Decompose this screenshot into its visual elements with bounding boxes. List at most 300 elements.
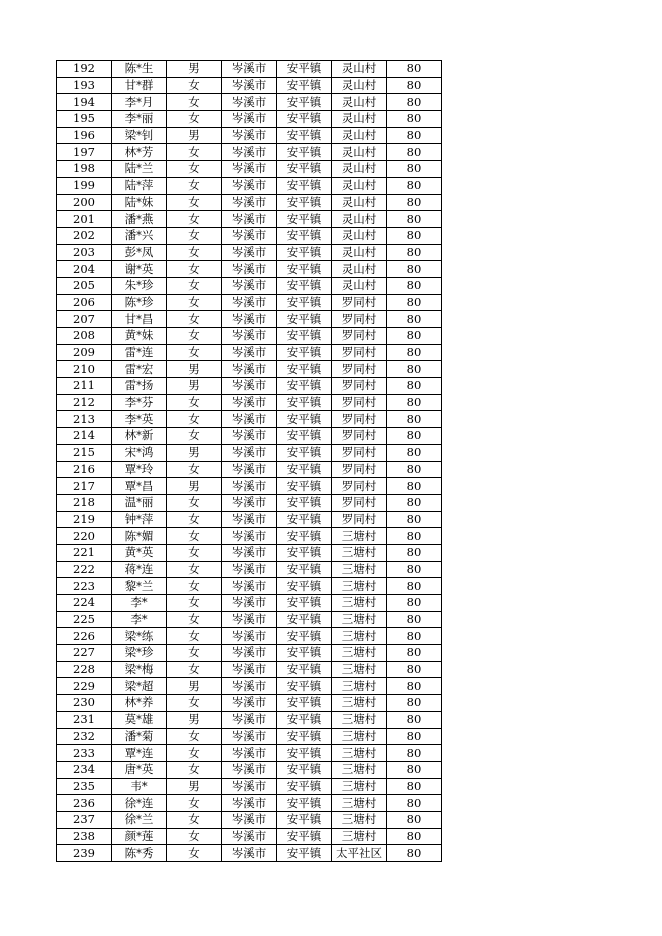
city-cell[interactable]: 岑溪市 <box>222 745 277 762</box>
town-cell[interactable]: 安平镇 <box>277 461 332 478</box>
amount-cell[interactable]: 80 <box>387 778 442 795</box>
city-cell[interactable]: 岑溪市 <box>222 578 277 595</box>
city-cell[interactable]: 岑溪市 <box>222 628 277 645</box>
city-cell[interactable]: 岑溪市 <box>222 411 277 428</box>
amount-cell[interactable]: 80 <box>387 561 442 578</box>
row-number-cell[interactable]: 234 <box>57 761 112 778</box>
row-number-cell[interactable]: 210 <box>57 361 112 378</box>
city-cell[interactable]: 岑溪市 <box>222 678 277 695</box>
amount-cell[interactable]: 80 <box>387 795 442 812</box>
row-number-cell[interactable]: 213 <box>57 411 112 428</box>
town-cell[interactable]: 安平镇 <box>277 227 332 244</box>
town-cell[interactable]: 安平镇 <box>277 778 332 795</box>
name-cell[interactable]: 甘*群 <box>112 77 167 94</box>
amount-cell[interactable]: 80 <box>387 144 442 161</box>
city-cell[interactable]: 岑溪市 <box>222 61 277 78</box>
town-cell[interactable]: 安平镇 <box>277 378 332 395</box>
town-cell[interactable]: 安平镇 <box>277 645 332 662</box>
city-cell[interactable]: 岑溪市 <box>222 795 277 812</box>
city-cell[interactable]: 岑溪市 <box>222 444 277 461</box>
row-number-cell[interactable]: 199 <box>57 177 112 194</box>
amount-cell[interactable]: 80 <box>387 127 442 144</box>
amount-cell[interactable]: 80 <box>387 428 442 445</box>
town-cell[interactable]: 安平镇 <box>277 261 332 278</box>
city-cell[interactable]: 岑溪市 <box>222 144 277 161</box>
name-cell[interactable]: 覃*昌 <box>112 478 167 495</box>
village-cell[interactable]: 灵山村 <box>332 144 387 161</box>
village-cell[interactable]: 灵山村 <box>332 161 387 178</box>
town-cell[interactable]: 安平镇 <box>277 244 332 261</box>
sex-cell[interactable]: 女 <box>167 328 222 345</box>
name-cell[interactable]: 李* <box>112 611 167 628</box>
name-cell[interactable]: 潘*兴 <box>112 227 167 244</box>
town-cell[interactable]: 安平镇 <box>277 578 332 595</box>
amount-cell[interactable]: 80 <box>387 728 442 745</box>
row-number-cell[interactable]: 235 <box>57 778 112 795</box>
amount-cell[interactable]: 80 <box>387 845 442 862</box>
name-cell[interactable]: 陈*秀 <box>112 845 167 862</box>
sex-cell[interactable]: 男 <box>167 478 222 495</box>
town-cell[interactable]: 安平镇 <box>277 494 332 511</box>
sex-cell[interactable]: 女 <box>167 177 222 194</box>
name-cell[interactable]: 潘*燕 <box>112 211 167 228</box>
row-number-cell[interactable]: 203 <box>57 244 112 261</box>
name-cell[interactable]: 雷*连 <box>112 344 167 361</box>
village-cell[interactable]: 三塘村 <box>332 711 387 728</box>
amount-cell[interactable]: 80 <box>387 194 442 211</box>
city-cell[interactable]: 岑溪市 <box>222 728 277 745</box>
village-cell[interactable]: 三塘村 <box>332 611 387 628</box>
sex-cell[interactable]: 女 <box>167 277 222 294</box>
sex-cell[interactable]: 女 <box>167 211 222 228</box>
sex-cell[interactable]: 女 <box>167 695 222 712</box>
amount-cell[interactable]: 80 <box>387 628 442 645</box>
village-cell[interactable]: 灵山村 <box>332 261 387 278</box>
sex-cell[interactable]: 女 <box>167 144 222 161</box>
village-cell[interactable]: 三塘村 <box>332 778 387 795</box>
town-cell[interactable]: 安平镇 <box>277 728 332 745</box>
sex-cell[interactable]: 女 <box>167 628 222 645</box>
row-number-cell[interactable]: 217 <box>57 478 112 495</box>
city-cell[interactable]: 岑溪市 <box>222 595 277 612</box>
name-cell[interactable]: 潘*菊 <box>112 728 167 745</box>
city-cell[interactable]: 岑溪市 <box>222 494 277 511</box>
village-cell[interactable]: 罗同村 <box>332 494 387 511</box>
city-cell[interactable]: 岑溪市 <box>222 761 277 778</box>
town-cell[interactable]: 安平镇 <box>277 661 332 678</box>
amount-cell[interactable]: 80 <box>387 94 442 111</box>
amount-cell[interactable]: 80 <box>387 161 442 178</box>
name-cell[interactable]: 黄*妹 <box>112 328 167 345</box>
name-cell[interactable]: 陆*兰 <box>112 161 167 178</box>
village-cell[interactable]: 三塘村 <box>332 745 387 762</box>
town-cell[interactable]: 安平镇 <box>277 94 332 111</box>
city-cell[interactable]: 岑溪市 <box>222 244 277 261</box>
amount-cell[interactable]: 80 <box>387 244 442 261</box>
village-cell[interactable]: 罗同村 <box>332 478 387 495</box>
name-cell[interactable]: 林*芳 <box>112 144 167 161</box>
amount-cell[interactable]: 80 <box>387 361 442 378</box>
sex-cell[interactable]: 女 <box>167 244 222 261</box>
village-cell[interactable]: 罗同村 <box>332 428 387 445</box>
amount-cell[interactable]: 80 <box>387 595 442 612</box>
row-number-cell[interactable]: 206 <box>57 294 112 311</box>
village-cell[interactable]: 灵山村 <box>332 127 387 144</box>
sex-cell[interactable]: 男 <box>167 678 222 695</box>
amount-cell[interactable]: 80 <box>387 394 442 411</box>
city-cell[interactable]: 岑溪市 <box>222 611 277 628</box>
sex-cell[interactable]: 男 <box>167 711 222 728</box>
row-number-cell[interactable]: 224 <box>57 595 112 612</box>
city-cell[interactable]: 岑溪市 <box>222 511 277 528</box>
row-number-cell[interactable]: 194 <box>57 94 112 111</box>
row-number-cell[interactable]: 219 <box>57 511 112 528</box>
name-cell[interactable]: 梁*梅 <box>112 661 167 678</box>
sex-cell[interactable]: 女 <box>167 77 222 94</box>
amount-cell[interactable]: 80 <box>387 528 442 545</box>
row-number-cell[interactable]: 216 <box>57 461 112 478</box>
city-cell[interactable]: 岑溪市 <box>222 428 277 445</box>
town-cell[interactable]: 安平镇 <box>277 428 332 445</box>
row-number-cell[interactable]: 239 <box>57 845 112 862</box>
sex-cell[interactable]: 女 <box>167 761 222 778</box>
row-number-cell[interactable]: 226 <box>57 628 112 645</box>
row-number-cell[interactable]: 237 <box>57 811 112 828</box>
row-number-cell[interactable]: 198 <box>57 161 112 178</box>
row-number-cell[interactable]: 221 <box>57 544 112 561</box>
row-number-cell[interactable]: 227 <box>57 645 112 662</box>
town-cell[interactable]: 安平镇 <box>277 194 332 211</box>
name-cell[interactable]: 甘*昌 <box>112 311 167 328</box>
city-cell[interactable]: 岑溪市 <box>222 544 277 561</box>
village-cell[interactable]: 三塘村 <box>332 828 387 845</box>
name-cell[interactable]: 梁*珍 <box>112 645 167 662</box>
town-cell[interactable]: 安平镇 <box>277 294 332 311</box>
village-cell[interactable]: 灵山村 <box>332 244 387 261</box>
name-cell[interactable]: 陈*珍 <box>112 294 167 311</box>
sex-cell[interactable]: 男 <box>167 361 222 378</box>
row-number-cell[interactable]: 223 <box>57 578 112 595</box>
sex-cell[interactable]: 女 <box>167 595 222 612</box>
amount-cell[interactable]: 80 <box>387 411 442 428</box>
town-cell[interactable]: 安平镇 <box>277 161 332 178</box>
row-number-cell[interactable]: 232 <box>57 728 112 745</box>
row-number-cell[interactable]: 225 <box>57 611 112 628</box>
sex-cell[interactable]: 女 <box>167 227 222 244</box>
sex-cell[interactable]: 女 <box>167 511 222 528</box>
name-cell[interactable]: 李* <box>112 595 167 612</box>
name-cell[interactable]: 黄*英 <box>112 544 167 561</box>
city-cell[interactable]: 岑溪市 <box>222 661 277 678</box>
village-cell[interactable]: 三塘村 <box>332 645 387 662</box>
town-cell[interactable]: 安平镇 <box>277 611 332 628</box>
village-cell[interactable]: 灵山村 <box>332 61 387 78</box>
village-cell[interactable]: 三塘村 <box>332 595 387 612</box>
row-number-cell[interactable]: 195 <box>57 111 112 128</box>
town-cell[interactable]: 安平镇 <box>277 328 332 345</box>
city-cell[interactable]: 岑溪市 <box>222 111 277 128</box>
sex-cell[interactable]: 女 <box>167 745 222 762</box>
village-cell[interactable]: 三塘村 <box>332 728 387 745</box>
city-cell[interactable]: 岑溪市 <box>222 811 277 828</box>
amount-cell[interactable]: 80 <box>387 645 442 662</box>
town-cell[interactable]: 安平镇 <box>277 344 332 361</box>
amount-cell[interactable]: 80 <box>387 745 442 762</box>
village-cell[interactable]: 罗同村 <box>332 378 387 395</box>
city-cell[interactable]: 岑溪市 <box>222 695 277 712</box>
amount-cell[interactable]: 80 <box>387 611 442 628</box>
row-number-cell[interactable]: 207 <box>57 311 112 328</box>
amount-cell[interactable]: 80 <box>387 494 442 511</box>
amount-cell[interactable]: 80 <box>387 77 442 94</box>
city-cell[interactable]: 岑溪市 <box>222 561 277 578</box>
name-cell[interactable]: 林*养 <box>112 695 167 712</box>
village-cell[interactable]: 罗同村 <box>332 344 387 361</box>
town-cell[interactable]: 安平镇 <box>277 111 332 128</box>
amount-cell[interactable]: 80 <box>387 811 442 828</box>
name-cell[interactable]: 覃*连 <box>112 745 167 762</box>
amount-cell[interactable]: 80 <box>387 177 442 194</box>
city-cell[interactable]: 岑溪市 <box>222 344 277 361</box>
village-cell[interactable]: 三塘村 <box>332 628 387 645</box>
row-number-cell[interactable]: 222 <box>57 561 112 578</box>
name-cell[interactable]: 徐*兰 <box>112 811 167 828</box>
town-cell[interactable]: 安平镇 <box>277 561 332 578</box>
city-cell[interactable]: 岑溪市 <box>222 227 277 244</box>
sex-cell[interactable]: 女 <box>167 611 222 628</box>
row-number-cell[interactable]: 204 <box>57 261 112 278</box>
name-cell[interactable]: 陈*生 <box>112 61 167 78</box>
sex-cell[interactable]: 女 <box>167 344 222 361</box>
row-number-cell[interactable]: 197 <box>57 144 112 161</box>
city-cell[interactable]: 岑溪市 <box>222 294 277 311</box>
name-cell[interactable]: 朱*珍 <box>112 277 167 294</box>
sex-cell[interactable]: 女 <box>167 394 222 411</box>
row-number-cell[interactable]: 231 <box>57 711 112 728</box>
town-cell[interactable]: 安平镇 <box>277 761 332 778</box>
village-cell[interactable]: 三塘村 <box>332 678 387 695</box>
row-number-cell[interactable]: 192 <box>57 61 112 78</box>
amount-cell[interactable]: 80 <box>387 328 442 345</box>
city-cell[interactable]: 岑溪市 <box>222 478 277 495</box>
town-cell[interactable]: 安平镇 <box>277 211 332 228</box>
sex-cell[interactable]: 女 <box>167 411 222 428</box>
city-cell[interactable]: 岑溪市 <box>222 77 277 94</box>
city-cell[interactable]: 岑溪市 <box>222 845 277 862</box>
name-cell[interactable]: 蒋*连 <box>112 561 167 578</box>
sex-cell[interactable]: 女 <box>167 111 222 128</box>
village-cell[interactable]: 罗同村 <box>332 294 387 311</box>
row-number-cell[interactable]: 211 <box>57 378 112 395</box>
sex-cell[interactable]: 女 <box>167 544 222 561</box>
row-number-cell[interactable]: 208 <box>57 328 112 345</box>
amount-cell[interactable]: 80 <box>387 711 442 728</box>
city-cell[interactable]: 岑溪市 <box>222 277 277 294</box>
town-cell[interactable]: 安平镇 <box>277 127 332 144</box>
town-cell[interactable]: 安平镇 <box>277 411 332 428</box>
row-number-cell[interactable]: 201 <box>57 211 112 228</box>
village-cell[interactable]: 三塘村 <box>332 695 387 712</box>
name-cell[interactable]: 雷*扬 <box>112 378 167 395</box>
row-number-cell[interactable]: 202 <box>57 227 112 244</box>
name-cell[interactable]: 莫*雄 <box>112 711 167 728</box>
amount-cell[interactable]: 80 <box>387 61 442 78</box>
name-cell[interactable]: 徐*连 <box>112 795 167 812</box>
city-cell[interactable]: 岑溪市 <box>222 261 277 278</box>
name-cell[interactable]: 谢*英 <box>112 261 167 278</box>
amount-cell[interactable]: 80 <box>387 444 442 461</box>
town-cell[interactable]: 安平镇 <box>277 61 332 78</box>
amount-cell[interactable]: 80 <box>387 678 442 695</box>
town-cell[interactable]: 安平镇 <box>277 544 332 561</box>
city-cell[interactable]: 岑溪市 <box>222 828 277 845</box>
name-cell[interactable]: 梁*超 <box>112 678 167 695</box>
village-cell[interactable]: 灵山村 <box>332 277 387 294</box>
village-cell[interactable]: 太平社区 <box>332 845 387 862</box>
village-cell[interactable]: 灵山村 <box>332 194 387 211</box>
town-cell[interactable]: 安平镇 <box>277 511 332 528</box>
sex-cell[interactable]: 女 <box>167 528 222 545</box>
city-cell[interactable]: 岑溪市 <box>222 461 277 478</box>
row-number-cell[interactable]: 233 <box>57 745 112 762</box>
row-number-cell[interactable]: 214 <box>57 428 112 445</box>
town-cell[interactable]: 安平镇 <box>277 711 332 728</box>
town-cell[interactable]: 安平镇 <box>277 361 332 378</box>
city-cell[interactable]: 岑溪市 <box>222 311 277 328</box>
sex-cell[interactable]: 男 <box>167 127 222 144</box>
amount-cell[interactable]: 80 <box>387 227 442 244</box>
row-number-cell[interactable]: 236 <box>57 795 112 812</box>
amount-cell[interactable]: 80 <box>387 311 442 328</box>
sex-cell[interactable]: 女 <box>167 428 222 445</box>
city-cell[interactable]: 岑溪市 <box>222 378 277 395</box>
amount-cell[interactable]: 80 <box>387 261 442 278</box>
name-cell[interactable]: 韦* <box>112 778 167 795</box>
name-cell[interactable]: 雷*宏 <box>112 361 167 378</box>
town-cell[interactable]: 安平镇 <box>277 828 332 845</box>
town-cell[interactable]: 安平镇 <box>277 795 332 812</box>
name-cell[interactable]: 李*英 <box>112 411 167 428</box>
name-cell[interactable]: 钟*萍 <box>112 511 167 528</box>
amount-cell[interactable]: 80 <box>387 828 442 845</box>
name-cell[interactable]: 黎*兰 <box>112 578 167 595</box>
village-cell[interactable]: 三塘村 <box>332 528 387 545</box>
name-cell[interactable]: 林*新 <box>112 428 167 445</box>
town-cell[interactable]: 安平镇 <box>277 811 332 828</box>
row-number-cell[interactable]: 205 <box>57 277 112 294</box>
town-cell[interactable]: 安平镇 <box>277 595 332 612</box>
name-cell[interactable]: 李*丽 <box>112 111 167 128</box>
row-number-cell[interactable]: 193 <box>57 77 112 94</box>
amount-cell[interactable]: 80 <box>387 661 442 678</box>
city-cell[interactable]: 岑溪市 <box>222 528 277 545</box>
city-cell[interactable]: 岑溪市 <box>222 127 277 144</box>
town-cell[interactable]: 安平镇 <box>277 695 332 712</box>
sex-cell[interactable]: 女 <box>167 828 222 845</box>
amount-cell[interactable]: 80 <box>387 277 442 294</box>
sex-cell[interactable]: 男 <box>167 378 222 395</box>
city-cell[interactable]: 岑溪市 <box>222 194 277 211</box>
sex-cell[interactable]: 男 <box>167 778 222 795</box>
village-cell[interactable]: 罗同村 <box>332 511 387 528</box>
name-cell[interactable]: 李*芬 <box>112 394 167 411</box>
amount-cell[interactable]: 80 <box>387 761 442 778</box>
sex-cell[interactable]: 女 <box>167 461 222 478</box>
sex-cell[interactable]: 女 <box>167 161 222 178</box>
sex-cell[interactable]: 女 <box>167 645 222 662</box>
sex-cell[interactable]: 女 <box>167 311 222 328</box>
town-cell[interactable]: 安平镇 <box>277 177 332 194</box>
village-cell[interactable]: 灵山村 <box>332 211 387 228</box>
sex-cell[interactable]: 女 <box>167 261 222 278</box>
city-cell[interactable]: 岑溪市 <box>222 711 277 728</box>
name-cell[interactable]: 颜*莲 <box>112 828 167 845</box>
city-cell[interactable]: 岑溪市 <box>222 361 277 378</box>
amount-cell[interactable]: 80 <box>387 211 442 228</box>
sex-cell[interactable]: 女 <box>167 661 222 678</box>
village-cell[interactable]: 灵山村 <box>332 111 387 128</box>
town-cell[interactable]: 安平镇 <box>277 628 332 645</box>
village-cell[interactable]: 罗同村 <box>332 444 387 461</box>
sex-cell[interactable]: 女 <box>167 561 222 578</box>
amount-cell[interactable]: 80 <box>387 111 442 128</box>
amount-cell[interactable]: 80 <box>387 461 442 478</box>
row-number-cell[interactable]: 218 <box>57 494 112 511</box>
amount-cell[interactable]: 80 <box>387 344 442 361</box>
sex-cell[interactable]: 女 <box>167 578 222 595</box>
city-cell[interactable]: 岑溪市 <box>222 778 277 795</box>
row-number-cell[interactable]: 209 <box>57 344 112 361</box>
village-cell[interactable]: 三塘村 <box>332 811 387 828</box>
sex-cell[interactable]: 女 <box>167 845 222 862</box>
sex-cell[interactable]: 女 <box>167 94 222 111</box>
name-cell[interactable]: 陈*媚 <box>112 528 167 545</box>
sex-cell[interactable]: 男 <box>167 444 222 461</box>
sex-cell[interactable]: 女 <box>167 811 222 828</box>
city-cell[interactable]: 岑溪市 <box>222 161 277 178</box>
town-cell[interactable]: 安平镇 <box>277 845 332 862</box>
amount-cell[interactable]: 80 <box>387 378 442 395</box>
name-cell[interactable]: 彭*凤 <box>112 244 167 261</box>
town-cell[interactable]: 安平镇 <box>277 77 332 94</box>
town-cell[interactable]: 安平镇 <box>277 277 332 294</box>
amount-cell[interactable]: 80 <box>387 511 442 528</box>
village-cell[interactable]: 三塘村 <box>332 578 387 595</box>
sex-cell[interactable]: 男 <box>167 61 222 78</box>
row-number-cell[interactable]: 196 <box>57 127 112 144</box>
city-cell[interactable]: 岑溪市 <box>222 211 277 228</box>
village-cell[interactable]: 罗同村 <box>332 394 387 411</box>
name-cell[interactable]: 陆*妹 <box>112 194 167 211</box>
village-cell[interactable]: 罗同村 <box>332 311 387 328</box>
city-cell[interactable]: 岑溪市 <box>222 177 277 194</box>
amount-cell[interactable]: 80 <box>387 695 442 712</box>
sex-cell[interactable]: 女 <box>167 294 222 311</box>
amount-cell[interactable]: 80 <box>387 478 442 495</box>
town-cell[interactable]: 安平镇 <box>277 528 332 545</box>
name-cell[interactable]: 李*月 <box>112 94 167 111</box>
city-cell[interactable]: 岑溪市 <box>222 94 277 111</box>
village-cell[interactable]: 灵山村 <box>332 94 387 111</box>
row-number-cell[interactable]: 228 <box>57 661 112 678</box>
village-cell[interactable]: 罗同村 <box>332 411 387 428</box>
row-number-cell[interactable]: 212 <box>57 394 112 411</box>
village-cell[interactable]: 灵山村 <box>332 227 387 244</box>
row-number-cell[interactable]: 238 <box>57 828 112 845</box>
city-cell[interactable]: 岑溪市 <box>222 328 277 345</box>
amount-cell[interactable]: 80 <box>387 578 442 595</box>
village-cell[interactable]: 三塘村 <box>332 661 387 678</box>
